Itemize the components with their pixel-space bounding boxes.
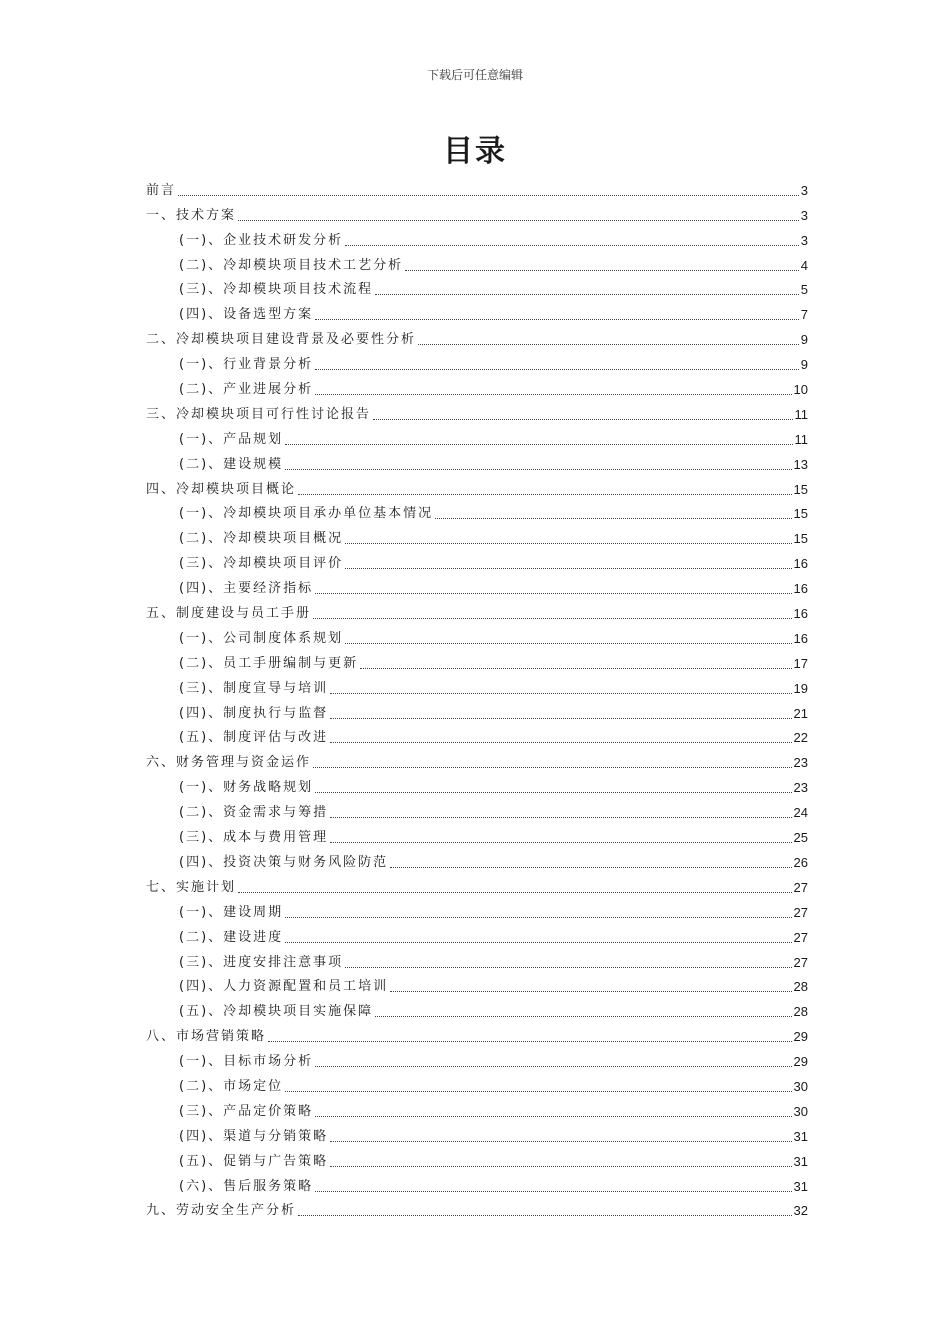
toc-entry-page: 23: [793, 755, 808, 771]
toc-dot-leader: [330, 1140, 791, 1142]
toc-dot-leader: [330, 717, 791, 719]
toc-entry-page: 10: [793, 382, 808, 398]
toc-entry-label: (三)、成本与费用管理: [179, 830, 329, 846]
toc-dot-leader: [285, 468, 791, 470]
toc-entry[interactable]: [146, 599, 808, 624]
toc-entry-page: 31: [793, 1153, 808, 1169]
toc-dot-leader: [345, 567, 791, 569]
toc-entry[interactable]: [146, 724, 808, 749]
toc-entry-label: (一)、冷却模块项目承办单位基本情况: [179, 506, 434, 522]
toc-entry-label: 二、冷却模块项目建设背景及必要性分析: [146, 332, 417, 348]
toc-entry-page: 22: [793, 730, 808, 746]
toc-entry-label: 五、制度建设与员工手册: [146, 606, 312, 622]
toc-entry[interactable]: [146, 300, 808, 325]
toc-entry[interactable]: [146, 375, 808, 400]
toc-entry-page: 26: [793, 854, 808, 870]
toc-dot-leader: [313, 617, 792, 619]
toc-dot-leader: [315, 1065, 791, 1067]
toc-entry-label: 八、市场营销策略: [146, 1029, 267, 1045]
toc-entry-page: 9: [800, 357, 808, 373]
toc-dot-leader: [330, 1165, 791, 1167]
toc-entry-page: 28: [793, 979, 808, 995]
toc-entry-page: 16: [793, 630, 808, 646]
toc-dot-leader: [285, 941, 791, 943]
toc-entry-page: 28: [793, 1004, 808, 1020]
toc-entry[interactable]: [146, 276, 808, 301]
toc-dot-leader: [375, 1015, 791, 1017]
toc-dot-leader: [345, 542, 791, 544]
toc-entry[interactable]: [146, 923, 808, 948]
toc-dot-leader: [315, 1115, 791, 1117]
toc-entry-label: 四、冷却模块项目概论: [146, 481, 297, 497]
toc-entry-label: (二)、产业进展分析: [179, 382, 314, 398]
toc-dot-leader: [315, 592, 791, 594]
toc-entry[interactable]: [146, 1147, 808, 1172]
toc-entry-label: (一)、建设周期: [179, 904, 284, 920]
toc-entry[interactable]: [146, 973, 808, 998]
toc-entry-label: 六、财务管理与资金运作: [146, 755, 312, 771]
toc-entry[interactable]: [146, 549, 808, 574]
toc-entry[interactable]: [146, 226, 808, 251]
toc-entry[interactable]: [146, 1072, 808, 1097]
toc-entry-label: (四)、制度执行与监督: [179, 705, 329, 721]
toc-entry-label: (四)、主要经济指标: [179, 581, 314, 597]
toc-entry-label: (四)、设备选型方案: [179, 307, 314, 323]
toc-entry-page: 15: [793, 531, 808, 547]
toc-entry-page: 31: [793, 1128, 808, 1144]
toc-dot-leader: [345, 642, 791, 644]
toc-dot-leader: [315, 393, 791, 395]
toc-entry[interactable]: [146, 450, 808, 475]
toc-entry-page: 11: [794, 406, 808, 422]
toc-dot-leader: [298, 493, 792, 495]
toc-entry[interactable]: [146, 948, 808, 973]
toc-entry[interactable]: [146, 699, 808, 724]
toc-entry-label: (二)、冷却模块项目技术工艺分析: [179, 257, 404, 273]
toc-entry-label: (二)、建设进度: [179, 929, 284, 945]
toc-dot-leader: [390, 990, 791, 992]
toc-dot-leader: [330, 841, 791, 843]
toc-entry-label: (四)、渠道与分销策略: [179, 1128, 329, 1144]
toc-entry-label: (五)、促销与广告策略: [179, 1153, 329, 1169]
toc-entry-label: (一)、行业背景分析: [179, 357, 314, 373]
toc-entry[interactable]: [146, 350, 808, 375]
toc-entry[interactable]: [146, 425, 808, 450]
toc-dot-leader: [330, 692, 791, 694]
toc-entry-page: 21: [793, 705, 808, 721]
toc-dot-leader: [330, 816, 791, 818]
toc-dot-leader: [390, 866, 791, 868]
toc-entry-label: (一)、产品规划: [179, 431, 284, 447]
toc-entry[interactable]: [146, 898, 808, 923]
toc-entry[interactable]: [146, 997, 808, 1022]
toc-entry[interactable]: [146, 1172, 808, 1197]
toc-entry-label: 九、劳动安全生产分析: [146, 1203, 297, 1219]
toc-entry-label: 前言: [146, 182, 177, 198]
toc-dot-leader: [315, 791, 791, 793]
toc-dot-leader: [315, 318, 799, 320]
toc-entry-label: (三)、冷却模块项目技术流程: [179, 282, 374, 298]
toc-entry[interactable]: [146, 1197, 808, 1222]
header-note: 下载后可任意编辑: [426, 68, 523, 82]
toc-entry-page: 25: [793, 830, 808, 846]
toc-dot-leader: [285, 443, 792, 445]
toc-dot-leader: [375, 293, 799, 295]
toc-entry[interactable]: [146, 176, 808, 201]
toc-entry[interactable]: [146, 201, 808, 226]
toc-entry[interactable]: [146, 524, 808, 549]
toc-dot-leader: [298, 1214, 792, 1216]
toc-entry-page: 7: [800, 307, 808, 323]
toc-dot-leader: [435, 517, 791, 519]
toc-entry-page: 3: [800, 182, 808, 198]
toc-entry-label: (六)、售后服务策略: [179, 1178, 314, 1194]
toc-dot-leader: [313, 766, 792, 768]
toc-entry[interactable]: [146, 1047, 808, 1072]
toc-entry-label: (四)、人力资源配置和员工培训: [179, 979, 389, 995]
toc-entry[interactable]: [146, 1122, 808, 1147]
toc-entry-label: 一、技术方案: [146, 207, 237, 223]
toc-entry[interactable]: [146, 251, 808, 276]
page-title: 目录: [443, 134, 507, 169]
toc-entry-page: 27: [793, 904, 808, 920]
toc-entry-label: 三、冷却模块项目可行性讨论报告: [146, 406, 372, 422]
toc-entry-label: (二)、冷却模块项目概况: [179, 531, 344, 547]
toc-entry-page: 30: [793, 1078, 808, 1094]
toc-entry-page: 15: [793, 506, 808, 522]
toc-entry-label: (五)、冷却模块项目实施保障: [179, 1004, 374, 1020]
toc-entry-label: (三)、产品定价策略: [179, 1103, 314, 1119]
toc-entry[interactable]: [146, 748, 808, 773]
toc-entry-label: (二)、员工手册编制与更新: [179, 655, 359, 671]
toc-entry[interactable]: [146, 674, 808, 699]
toc-dot-leader: [268, 1040, 792, 1042]
toc-entry[interactable]: [146, 574, 808, 599]
toc-entry-page: 29: [793, 1054, 808, 1070]
toc-entry-page: 19: [793, 680, 808, 696]
toc-entry-label: 七、实施计划: [146, 879, 237, 895]
toc-entry-page: 3: [800, 232, 808, 248]
toc-entry[interactable]: [146, 475, 808, 500]
toc-entry-label: (二)、市场定位: [179, 1078, 284, 1094]
toc-entry-page: 32: [793, 1203, 808, 1219]
toc-entry[interactable]: [146, 400, 808, 425]
toc-dot-leader: [345, 966, 791, 968]
toc-dot-leader: [373, 418, 792, 420]
toc-dot-leader: [405, 269, 799, 271]
toc-entry-label: (二)、资金需求与筹措: [179, 805, 329, 821]
toc-entry-label: (一)、目标市场分析: [179, 1054, 314, 1070]
toc-entry-page: 4: [800, 257, 808, 273]
toc-entry-page: 31: [793, 1178, 808, 1194]
toc-entry-page: 27: [793, 929, 808, 945]
toc-entry-label: (四)、投资决策与财务风险防范: [179, 854, 389, 870]
toc-entry-label: (一)、公司制度体系规划: [179, 630, 344, 646]
toc-dot-leader: [285, 916, 791, 918]
table-of-contents: [146, 176, 808, 1221]
toc-dot-leader: [315, 1190, 791, 1192]
toc-entry[interactable]: [146, 500, 808, 525]
toc-entry[interactable]: [146, 873, 808, 898]
toc-entry[interactable]: [146, 1022, 808, 1047]
toc-entry-page: 17: [793, 655, 808, 671]
toc-entry-label: (一)、财务战略规划: [179, 780, 314, 796]
toc-entry[interactable]: [146, 1097, 808, 1122]
toc-entry-label: (三)、制度宣导与培训: [179, 680, 329, 696]
toc-dot-leader: [345, 244, 799, 246]
toc-entry[interactable]: [146, 773, 808, 798]
toc-dot-leader: [285, 1090, 791, 1092]
toc-entry-page: 23: [793, 780, 808, 796]
toc-entry[interactable]: [146, 823, 808, 848]
toc-entry-page: 27: [793, 879, 808, 895]
toc-entry-label: (五)、制度评估与改进: [179, 730, 329, 746]
toc-entry[interactable]: [146, 798, 808, 823]
toc-entry-label: (一)、企业技术研发分析: [179, 232, 344, 248]
toc-entry-page: 16: [793, 606, 808, 622]
toc-entry[interactable]: [146, 649, 808, 674]
toc-entry-page: 27: [793, 954, 808, 970]
toc-dot-leader: [330, 741, 791, 743]
toc-entry-page: 16: [793, 556, 808, 572]
toc-dot-leader: [315, 368, 799, 370]
toc-entry-page: 16: [793, 581, 808, 597]
toc-dot-leader: [238, 219, 799, 221]
toc-dot-leader: [418, 343, 799, 345]
toc-entry-page: 30: [793, 1103, 808, 1119]
toc-entry-page: 13: [793, 456, 808, 472]
toc-entry-label: (三)、进度安排注意事项: [179, 954, 344, 970]
toc-entry-label: (二)、建设规模: [179, 456, 284, 472]
toc-entry-page: 3: [800, 207, 808, 223]
toc-entry-page: 24: [793, 805, 808, 821]
toc-entry[interactable]: [146, 624, 808, 649]
toc-entry-page: 15: [793, 481, 808, 497]
toc-entry-label: (三)、冷却模块项目评价: [179, 556, 344, 572]
toc-entry-page: 5: [800, 282, 808, 298]
toc-entry-page: 9: [800, 332, 808, 348]
toc-entry[interactable]: [146, 848, 808, 873]
toc-entry-page: 29: [793, 1029, 808, 1045]
toc-entry-page: 11: [794, 431, 808, 447]
toc-dot-leader: [178, 194, 799, 196]
toc-dot-leader: [238, 891, 792, 893]
toc-entry[interactable]: [146, 325, 808, 350]
toc-dot-leader: [360, 667, 791, 669]
